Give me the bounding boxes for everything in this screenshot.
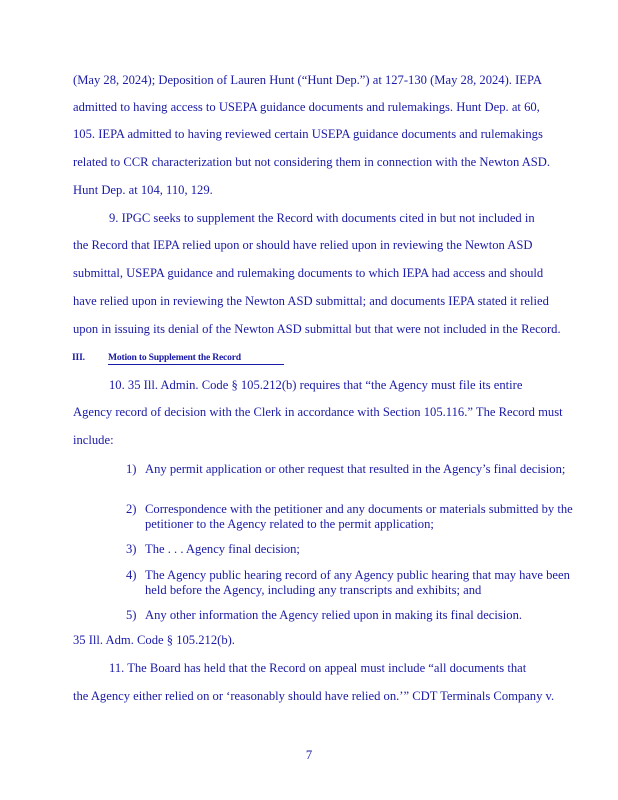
body-line: (May 28, 2024); Deposition of Lauren Hunt (“Hunt Dep.”) at 127-130 (May 28, 2024). IEPA (73, 73, 542, 87)
list-item-text: Any permit application or other request that resulted in the Agency’s final decision; (145, 462, 566, 476)
paragraph-11-line: the Agency either relied on or ‘reasonably should have relied on.’” CDT Terminals Company v. (73, 689, 555, 703)
section-heading-number: III. (72, 352, 85, 363)
paragraph-10-line: include: (73, 433, 114, 447)
list-item-number: 5) (126, 608, 137, 622)
list-item (126, 568, 592, 598)
paragraph-9-line: upon in issuing its denial of the Newton ASD submittal but that were not included in the Record. (73, 322, 561, 336)
list-item-text: The . . . Agency final decision; (145, 542, 300, 556)
list-item-text: The Agency public hearing record of any Agency public hearing that may have been held before the Agency, including any transcripts and exhibits; and (145, 568, 570, 597)
list-item (126, 462, 592, 477)
citation: 35 Ill. Adm. Code § 105.212(b). (73, 633, 235, 647)
body-line: 105. IEPA admitted to having reviewed certain USEPA guidance documents and rulemakings (73, 127, 543, 141)
paragraph-9-line: have relied upon in reviewing the Newton ASD submittal; and documents IEPA stated it relied (73, 294, 549, 308)
paragraph-10-line: Agency record of decision with the Clerk in accordance with Section 105.116.” The Record must (73, 405, 563, 419)
list-item-text: Correspondence with the petitioner and any documents or materials submitted by the petitioner to the Agency related to the permit application; (145, 502, 573, 531)
paragraph-11-first-line: 11. The Board has held that the Record on appeal must include “all documents that (109, 661, 527, 675)
list-item (126, 542, 592, 557)
list-item-number: 1) (126, 462, 137, 476)
list-item-number: 3) (126, 542, 137, 556)
section-heading (72, 352, 284, 365)
list-item-number: 2) (126, 502, 137, 516)
paragraph-9-line: submittal, USEPA guidance and rulemaking documents to which IEPA had access and should (73, 266, 544, 280)
body-line: Hunt Dep. at 104, 110, 129. (73, 183, 213, 197)
page-number: 7 (305, 748, 313, 762)
paragraph-9-line: the Record that IEPA relied upon or should have relied upon in reviewing the Newton ASD (73, 238, 533, 252)
body-line: admitted to having access to USEPA guidance documents and rulemakings. Hunt Dep. at 60, (73, 100, 540, 114)
body-line: related to CCR characterization but not considering them in connection with the Newton ASD. (73, 155, 551, 169)
paragraph-10-first-line: 10. 35 Ill. Admin. Code § 105.212(b) requires that “the Agency must file its entire (109, 378, 523, 392)
section-heading-text: Motion to Supplement the Record (108, 352, 241, 363)
list-item (126, 608, 592, 623)
paragraph-9-first-line: 9. IPGC seeks to supplement the Record with documents cited in but not included in (109, 211, 535, 225)
list-item-number: 4) (126, 568, 137, 582)
list-item (126, 502, 592, 532)
list-item-text: Any other information the Agency relied upon in making its final decision. (145, 608, 523, 622)
